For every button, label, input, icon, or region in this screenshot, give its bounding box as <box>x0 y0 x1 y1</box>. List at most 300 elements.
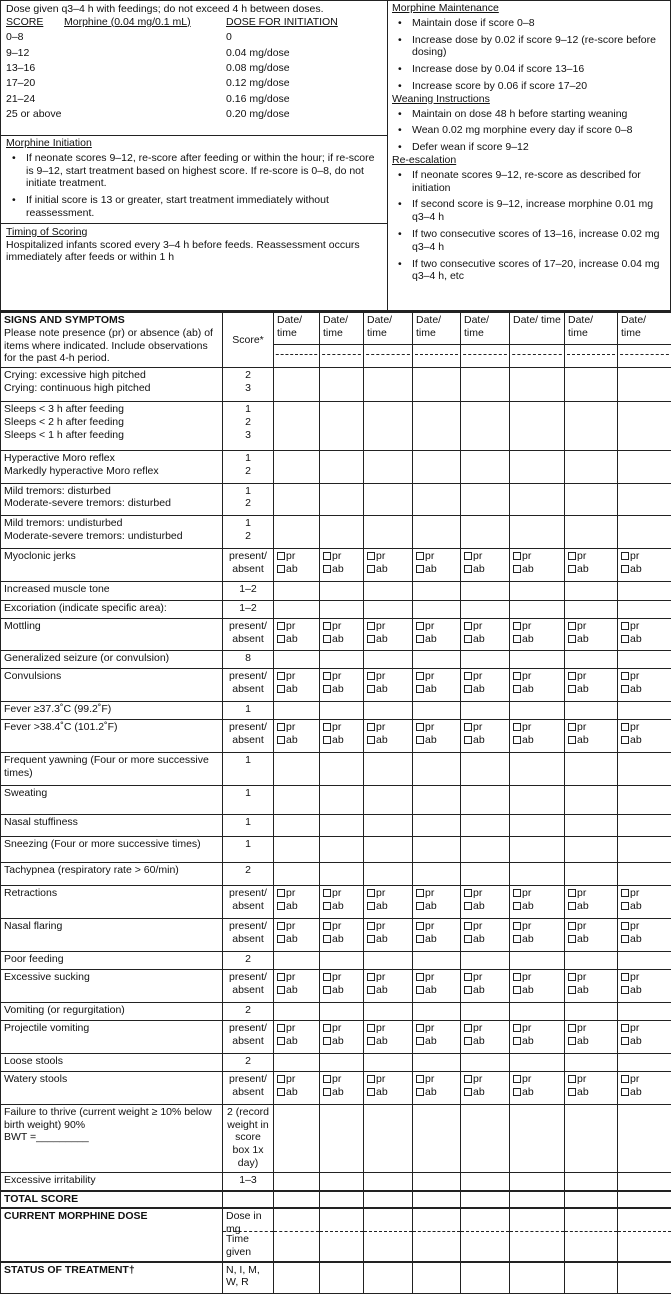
checkbox-icon[interactable] <box>416 889 424 897</box>
dose-entry-cell[interactable] <box>274 1208 320 1262</box>
checkbox-icon[interactable] <box>277 685 285 693</box>
checkbox-icon[interactable] <box>568 1088 576 1096</box>
score-entry-cell[interactable] <box>274 815 320 837</box>
score-entry-cell[interactable] <box>618 1104 671 1172</box>
pr-ab-cell[interactable] <box>413 1021 461 1054</box>
score-entry-cell[interactable] <box>364 1104 413 1172</box>
score-entry-cell[interactable] <box>618 1002 671 1020</box>
checkbox-icon[interactable] <box>513 736 521 744</box>
checkbox-icon[interactable] <box>513 1024 521 1032</box>
score-entry-cell[interactable] <box>461 582 510 600</box>
checkbox-icon[interactable] <box>367 565 375 573</box>
score-entry-cell[interactable] <box>510 368 565 402</box>
score-entry-cell[interactable] <box>364 1262 413 1294</box>
checkbox-icon[interactable] <box>464 1037 472 1045</box>
checkbox-icon[interactable] <box>416 622 424 630</box>
score-entry-cell[interactable] <box>461 862 510 885</box>
score-entry-cell[interactable] <box>274 951 320 969</box>
score-entry-cell[interactable] <box>364 815 413 837</box>
checkbox-icon[interactable] <box>568 736 576 744</box>
score-entry-cell[interactable] <box>364 862 413 885</box>
score-entry-cell[interactable] <box>320 582 364 600</box>
score-entry-cell[interactable] <box>320 450 364 483</box>
score-entry-cell[interactable] <box>565 1173 618 1191</box>
score-entry-cell[interactable] <box>461 815 510 837</box>
checkbox-icon[interactable] <box>513 622 521 630</box>
checkbox-icon[interactable] <box>416 723 424 731</box>
pr-ab-cell[interactable] <box>461 619 510 651</box>
checkbox-icon[interactable] <box>323 986 331 994</box>
score-entry-cell[interactable] <box>565 1191 618 1208</box>
checkbox-icon[interactable] <box>323 635 331 643</box>
score-entry-cell[interactable] <box>274 483 320 516</box>
datetime-header[interactable] <box>565 312 618 368</box>
pr-ab-cell[interactable] <box>364 886 413 919</box>
checkbox-icon[interactable] <box>568 635 576 643</box>
score-entry-cell[interactable] <box>461 1002 510 1020</box>
pr-ab-cell[interactable] <box>618 1072 671 1105</box>
pr-ab-cell[interactable] <box>320 720 364 753</box>
score-entry-cell[interactable] <box>618 516 671 549</box>
checkbox-icon[interactable] <box>621 723 629 731</box>
pr-ab-cell[interactable] <box>461 970 510 1003</box>
pr-ab-cell[interactable] <box>364 1072 413 1105</box>
pr-ab-cell[interactable] <box>618 970 671 1003</box>
checkbox-icon[interactable] <box>464 935 472 943</box>
checkbox-icon[interactable] <box>277 986 285 994</box>
checkbox-icon[interactable] <box>323 723 331 731</box>
checkbox-icon[interactable] <box>568 1075 576 1083</box>
score-entry-cell[interactable] <box>320 1191 364 1208</box>
score-entry-cell[interactable] <box>618 582 671 600</box>
score-entry-cell[interactable] <box>510 1104 565 1172</box>
pr-ab-cell[interactable] <box>618 619 671 651</box>
checkbox-icon[interactable] <box>621 889 629 897</box>
pr-ab-cell[interactable] <box>510 919 565 952</box>
checkbox-icon[interactable] <box>323 622 331 630</box>
score-entry-cell[interactable] <box>461 752 510 786</box>
checkbox-icon[interactable] <box>367 635 375 643</box>
score-entry-cell[interactable] <box>461 951 510 969</box>
checkbox-icon[interactable] <box>513 973 521 981</box>
checkbox-icon[interactable] <box>367 1037 375 1045</box>
dose-entry-cell[interactable] <box>510 1208 565 1262</box>
score-entry-cell[interactable] <box>618 837 671 863</box>
score-entry-cell[interactable] <box>461 1053 510 1071</box>
checkbox-icon[interactable] <box>621 1037 629 1045</box>
checkbox-icon[interactable] <box>367 973 375 981</box>
score-entry-cell[interactable] <box>565 786 618 815</box>
score-entry-cell[interactable] <box>320 837 364 863</box>
checkbox-icon[interactable] <box>513 635 521 643</box>
score-entry-cell[interactable] <box>364 1173 413 1191</box>
pr-ab-cell[interactable] <box>510 886 565 919</box>
score-entry-cell[interactable] <box>510 862 565 885</box>
checkbox-icon[interactable] <box>513 1037 521 1045</box>
pr-ab-cell[interactable] <box>320 1072 364 1105</box>
checkbox-icon[interactable] <box>513 723 521 731</box>
score-entry-cell[interactable] <box>618 815 671 837</box>
checkbox-icon[interactable] <box>621 902 629 910</box>
pr-ab-cell[interactable] <box>413 886 461 919</box>
checkbox-icon[interactable] <box>464 1088 472 1096</box>
checkbox-icon[interactable] <box>277 635 285 643</box>
checkbox-icon[interactable] <box>568 902 576 910</box>
pr-ab-cell[interactable] <box>618 669 671 702</box>
score-entry-cell[interactable] <box>618 1262 671 1294</box>
checkbox-icon[interactable] <box>568 685 576 693</box>
score-entry-cell[interactable] <box>618 600 671 618</box>
score-entry-cell[interactable] <box>618 401 671 450</box>
score-entry-cell[interactable] <box>413 951 461 969</box>
score-entry-cell[interactable] <box>565 1053 618 1071</box>
score-entry-cell[interactable] <box>565 951 618 969</box>
score-entry-cell[interactable] <box>413 516 461 549</box>
checkbox-icon[interactable] <box>416 973 424 981</box>
score-entry-cell[interactable] <box>413 837 461 863</box>
checkbox-icon[interactable] <box>568 723 576 731</box>
checkbox-icon[interactable] <box>568 565 576 573</box>
pr-ab-cell[interactable] <box>510 1021 565 1054</box>
dose-entry-cell[interactable] <box>413 1208 461 1262</box>
checkbox-icon[interactable] <box>367 1088 375 1096</box>
pr-ab-cell[interactable] <box>510 970 565 1003</box>
score-entry-cell[interactable] <box>510 1053 565 1071</box>
checkbox-icon[interactable] <box>416 685 424 693</box>
pr-ab-cell[interactable] <box>618 720 671 753</box>
score-entry-cell[interactable] <box>565 483 618 516</box>
datetime-header[interactable] <box>461 312 510 368</box>
dose-entry-cell[interactable] <box>320 1208 364 1262</box>
score-entry-cell[interactable] <box>461 650 510 668</box>
checkbox-icon[interactable] <box>568 1024 576 1032</box>
score-entry-cell[interactable] <box>274 862 320 885</box>
score-entry-cell[interactable] <box>565 582 618 600</box>
checkbox-icon[interactable] <box>323 1037 331 1045</box>
checkbox-icon[interactable] <box>367 685 375 693</box>
checkbox-icon[interactable] <box>513 672 521 680</box>
score-entry-cell[interactable] <box>510 516 565 549</box>
checkbox-icon[interactable] <box>416 552 424 560</box>
checkbox-icon[interactable] <box>277 922 285 930</box>
score-entry-cell[interactable] <box>274 1173 320 1191</box>
score-entry-cell[interactable] <box>364 951 413 969</box>
pr-ab-cell[interactable] <box>461 886 510 919</box>
checkbox-icon[interactable] <box>568 889 576 897</box>
checkbox-icon[interactable] <box>464 736 472 744</box>
score-entry-cell[interactable] <box>364 1191 413 1208</box>
pr-ab-cell[interactable] <box>320 886 364 919</box>
pr-ab-cell[interactable] <box>274 548 320 582</box>
score-entry-cell[interactable] <box>510 786 565 815</box>
score-entry-cell[interactable] <box>320 516 364 549</box>
score-entry-cell[interactable] <box>618 1191 671 1208</box>
checkbox-icon[interactable] <box>621 622 629 630</box>
score-entry-cell[interactable] <box>461 1173 510 1191</box>
score-entry-cell[interactable] <box>565 862 618 885</box>
checkbox-icon[interactable] <box>464 565 472 573</box>
score-entry-cell[interactable] <box>510 650 565 668</box>
checkbox-icon[interactable] <box>416 672 424 680</box>
checkbox-icon[interactable] <box>323 902 331 910</box>
pr-ab-cell[interactable] <box>461 1072 510 1105</box>
checkbox-icon[interactable] <box>367 889 375 897</box>
pr-ab-cell[interactable] <box>274 886 320 919</box>
score-entry-cell[interactable] <box>274 450 320 483</box>
datetime-header[interactable] <box>320 312 364 368</box>
score-entry-cell[interactable] <box>565 1002 618 1020</box>
score-entry-cell[interactable] <box>618 483 671 516</box>
score-entry-cell[interactable] <box>413 752 461 786</box>
pr-ab-cell[interactable] <box>364 619 413 651</box>
pr-ab-cell[interactable] <box>413 669 461 702</box>
pr-ab-cell[interactable] <box>274 669 320 702</box>
checkbox-icon[interactable] <box>367 736 375 744</box>
score-entry-cell[interactable] <box>413 1191 461 1208</box>
score-entry-cell[interactable] <box>274 701 320 719</box>
pr-ab-cell[interactable] <box>413 919 461 952</box>
score-entry-cell[interactable] <box>510 1262 565 1294</box>
checkbox-icon[interactable] <box>416 1075 424 1083</box>
score-entry-cell[interactable] <box>274 1053 320 1071</box>
pr-ab-cell[interactable] <box>413 619 461 651</box>
score-entry-cell[interactable] <box>320 752 364 786</box>
checkbox-icon[interactable] <box>513 935 521 943</box>
checkbox-icon[interactable] <box>277 1037 285 1045</box>
score-entry-cell[interactable] <box>274 516 320 549</box>
score-entry-cell[interactable] <box>618 752 671 786</box>
pr-ab-cell[interactable] <box>320 1021 364 1054</box>
pr-ab-cell[interactable] <box>618 548 671 582</box>
score-entry-cell[interactable] <box>461 786 510 815</box>
score-entry-cell[interactable] <box>510 450 565 483</box>
checkbox-icon[interactable] <box>568 922 576 930</box>
pr-ab-cell[interactable] <box>618 886 671 919</box>
score-entry-cell[interactable] <box>565 401 618 450</box>
pr-ab-cell[interactable] <box>274 1072 320 1105</box>
score-entry-cell[interactable] <box>413 582 461 600</box>
pr-ab-cell[interactable] <box>274 1021 320 1054</box>
score-entry-cell[interactable] <box>461 516 510 549</box>
score-entry-cell[interactable] <box>320 1262 364 1294</box>
checkbox-icon[interactable] <box>464 1075 472 1083</box>
score-entry-cell[interactable] <box>364 450 413 483</box>
pr-ab-cell[interactable] <box>364 669 413 702</box>
pr-ab-cell[interactable] <box>364 970 413 1003</box>
checkbox-icon[interactable] <box>367 723 375 731</box>
checkbox-icon[interactable] <box>323 672 331 680</box>
dose-entry-cell[interactable] <box>364 1208 413 1262</box>
checkbox-icon[interactable] <box>277 1075 285 1083</box>
checkbox-icon[interactable] <box>621 736 629 744</box>
checkbox-icon[interactable] <box>513 1075 521 1083</box>
checkbox-icon[interactable] <box>367 986 375 994</box>
score-entry-cell[interactable] <box>461 401 510 450</box>
checkbox-icon[interactable] <box>367 1024 375 1032</box>
pr-ab-cell[interactable] <box>461 919 510 952</box>
checkbox-icon[interactable] <box>277 723 285 731</box>
dose-entry-cell[interactable] <box>461 1208 510 1262</box>
checkbox-icon[interactable] <box>367 902 375 910</box>
checkbox-icon[interactable] <box>323 922 331 930</box>
score-entry-cell[interactable] <box>461 450 510 483</box>
score-entry-cell[interactable] <box>461 368 510 402</box>
pr-ab-cell[interactable] <box>461 1021 510 1054</box>
checkbox-icon[interactable] <box>464 723 472 731</box>
checkbox-icon[interactable] <box>621 1075 629 1083</box>
checkbox-icon[interactable] <box>464 922 472 930</box>
score-entry-cell[interactable] <box>565 650 618 668</box>
checkbox-icon[interactable] <box>416 635 424 643</box>
score-entry-cell[interactable] <box>364 600 413 618</box>
score-entry-cell[interactable] <box>618 786 671 815</box>
score-entry-cell[interactable] <box>510 582 565 600</box>
score-entry-cell[interactable] <box>320 815 364 837</box>
score-entry-cell[interactable] <box>510 483 565 516</box>
checkbox-icon[interactable] <box>513 889 521 897</box>
checkbox-icon[interactable] <box>513 565 521 573</box>
score-entry-cell[interactable] <box>320 600 364 618</box>
checkbox-icon[interactable] <box>323 1024 331 1032</box>
checkbox-icon[interactable] <box>277 935 285 943</box>
pr-ab-cell[interactable] <box>565 669 618 702</box>
datetime-header[interactable] <box>618 312 671 368</box>
checkbox-icon[interactable] <box>277 736 285 744</box>
checkbox-icon[interactable] <box>416 986 424 994</box>
score-entry-cell[interactable] <box>320 1002 364 1020</box>
checkbox-icon[interactable] <box>416 1024 424 1032</box>
pr-ab-cell[interactable] <box>320 548 364 582</box>
pr-ab-cell[interactable] <box>364 1021 413 1054</box>
checkbox-icon[interactable] <box>464 986 472 994</box>
checkbox-icon[interactable] <box>464 685 472 693</box>
pr-ab-cell[interactable] <box>274 919 320 952</box>
score-entry-cell[interactable] <box>364 368 413 402</box>
score-entry-cell[interactable] <box>274 1262 320 1294</box>
score-entry-cell[interactable] <box>618 450 671 483</box>
checkbox-icon[interactable] <box>277 973 285 981</box>
pr-ab-cell[interactable] <box>364 720 413 753</box>
pr-ab-cell[interactable] <box>461 548 510 582</box>
pr-ab-cell[interactable] <box>364 548 413 582</box>
score-entry-cell[interactable] <box>274 1104 320 1172</box>
checkbox-icon[interactable] <box>568 552 576 560</box>
pr-ab-cell[interactable] <box>413 548 461 582</box>
score-entry-cell[interactable] <box>618 862 671 885</box>
checkbox-icon[interactable] <box>277 1088 285 1096</box>
checkbox-icon[interactable] <box>416 902 424 910</box>
checkbox-icon[interactable] <box>621 552 629 560</box>
checkbox-icon[interactable] <box>568 1037 576 1045</box>
pr-ab-cell[interactable] <box>413 720 461 753</box>
pr-ab-cell[interactable] <box>320 669 364 702</box>
checkbox-icon[interactable] <box>416 1088 424 1096</box>
score-entry-cell[interactable] <box>364 516 413 549</box>
pr-ab-cell[interactable] <box>618 1021 671 1054</box>
score-entry-cell[interactable] <box>364 1053 413 1071</box>
checkbox-icon[interactable] <box>323 552 331 560</box>
score-entry-cell[interactable] <box>364 1002 413 1020</box>
pr-ab-cell[interactable] <box>565 1072 618 1105</box>
score-entry-cell[interactable] <box>565 815 618 837</box>
checkbox-icon[interactable] <box>323 736 331 744</box>
checkbox-icon[interactable] <box>513 922 521 930</box>
pr-ab-cell[interactable] <box>461 720 510 753</box>
score-entry-cell[interactable] <box>413 1053 461 1071</box>
score-entry-cell[interactable] <box>413 786 461 815</box>
checkbox-icon[interactable] <box>416 922 424 930</box>
score-entry-cell[interactable] <box>565 600 618 618</box>
pr-ab-cell[interactable] <box>461 669 510 702</box>
checkbox-icon[interactable] <box>621 672 629 680</box>
checkbox-icon[interactable] <box>464 902 472 910</box>
checkbox-icon[interactable] <box>568 672 576 680</box>
score-entry-cell[interactable] <box>413 368 461 402</box>
checkbox-icon[interactable] <box>277 565 285 573</box>
score-entry-cell[interactable] <box>461 701 510 719</box>
checkbox-icon[interactable] <box>367 922 375 930</box>
pr-ab-cell[interactable] <box>565 1021 618 1054</box>
score-entry-cell[interactable] <box>364 401 413 450</box>
checkbox-icon[interactable] <box>621 922 629 930</box>
score-entry-cell[interactable] <box>565 368 618 402</box>
score-entry-cell[interactable] <box>320 1173 364 1191</box>
checkbox-icon[interactable] <box>277 889 285 897</box>
score-entry-cell[interactable] <box>274 401 320 450</box>
score-entry-cell[interactable] <box>320 650 364 668</box>
checkbox-icon[interactable] <box>513 552 521 560</box>
score-entry-cell[interactable] <box>320 401 364 450</box>
datetime-header[interactable] <box>413 312 461 368</box>
pr-ab-cell[interactable] <box>618 919 671 952</box>
score-entry-cell[interactable] <box>565 837 618 863</box>
score-entry-cell[interactable] <box>461 483 510 516</box>
checkbox-icon[interactable] <box>568 986 576 994</box>
score-entry-cell[interactable] <box>618 701 671 719</box>
checkbox-icon[interactable] <box>621 565 629 573</box>
score-entry-cell[interactable] <box>364 582 413 600</box>
checkbox-icon[interactable] <box>323 685 331 693</box>
score-entry-cell[interactable] <box>364 837 413 863</box>
score-entry-cell[interactable] <box>461 837 510 863</box>
checkbox-icon[interactable] <box>367 672 375 680</box>
score-entry-cell[interactable] <box>364 701 413 719</box>
checkbox-icon[interactable] <box>464 635 472 643</box>
pr-ab-cell[interactable] <box>320 919 364 952</box>
score-entry-cell[interactable] <box>274 1002 320 1020</box>
checkbox-icon[interactable] <box>513 986 521 994</box>
score-entry-cell[interactable] <box>320 701 364 719</box>
checkbox-icon[interactable] <box>513 902 521 910</box>
score-entry-cell[interactable] <box>413 450 461 483</box>
score-entry-cell[interactable] <box>565 1262 618 1294</box>
checkbox-icon[interactable] <box>323 1075 331 1083</box>
pr-ab-cell[interactable] <box>510 720 565 753</box>
checkbox-icon[interactable] <box>367 552 375 560</box>
score-entry-cell[interactable] <box>461 600 510 618</box>
datetime-header[interactable] <box>274 312 320 368</box>
checkbox-icon[interactable] <box>464 889 472 897</box>
score-entry-cell[interactable] <box>413 600 461 618</box>
checkbox-icon[interactable] <box>323 1088 331 1096</box>
pr-ab-cell[interactable] <box>565 548 618 582</box>
score-entry-cell[interactable] <box>565 450 618 483</box>
pr-ab-cell[interactable] <box>274 619 320 651</box>
score-entry-cell[interactable] <box>413 701 461 719</box>
score-entry-cell[interactable] <box>274 368 320 402</box>
score-entry-cell[interactable] <box>618 951 671 969</box>
score-entry-cell[interactable] <box>565 516 618 549</box>
